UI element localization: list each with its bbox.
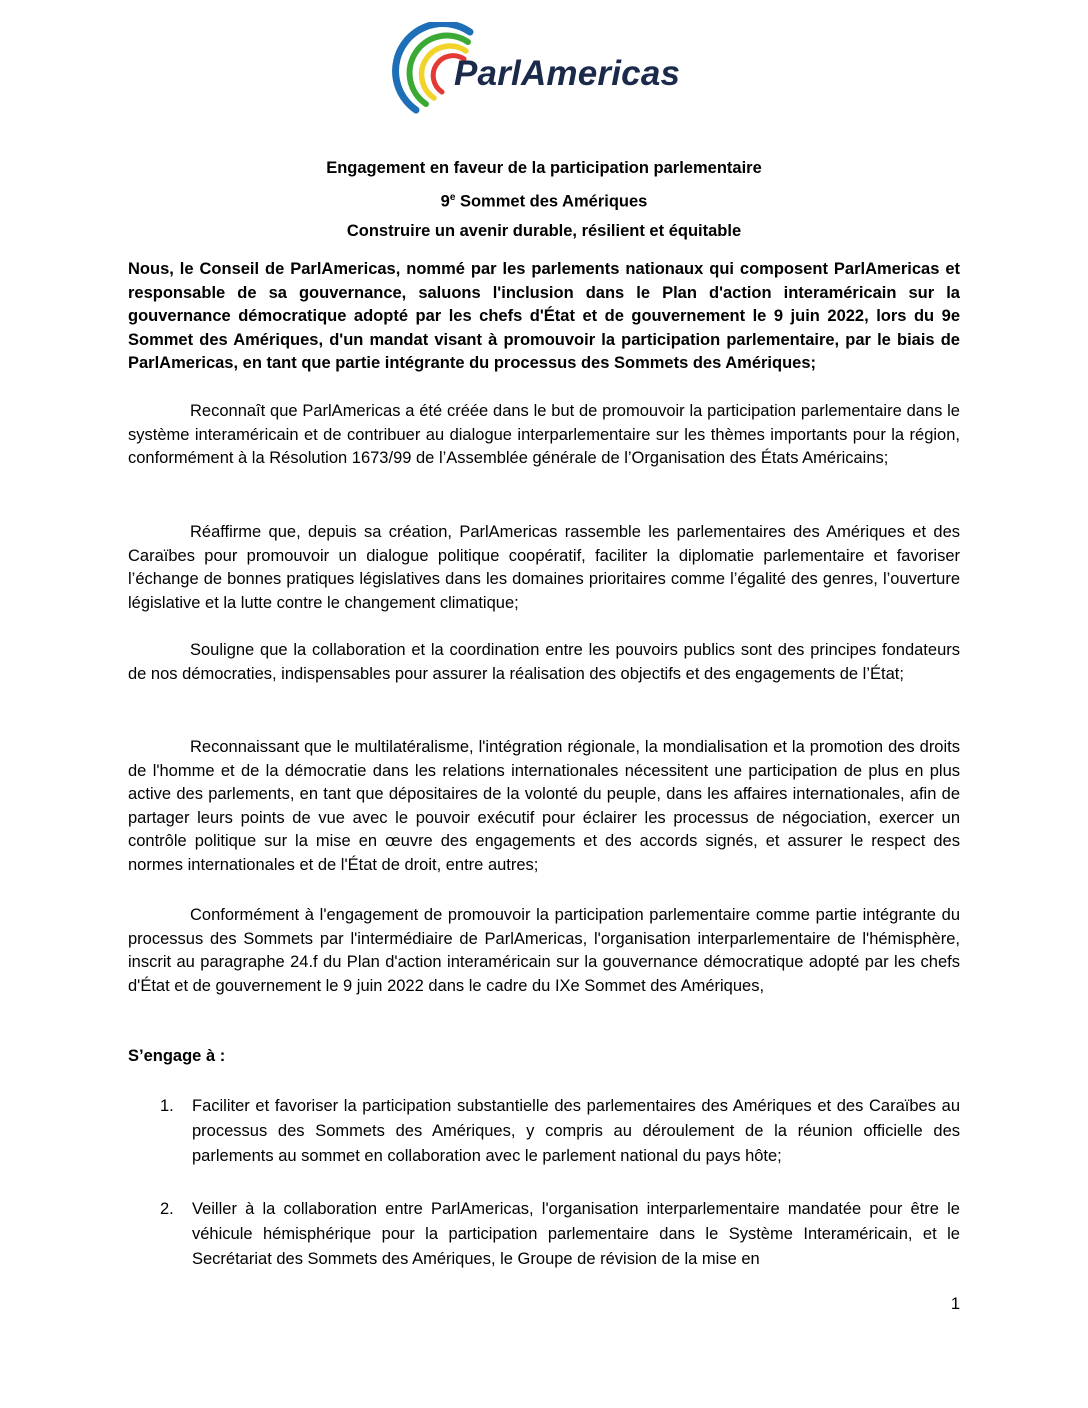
title-line-2: 9e Sommet des Amériques bbox=[440, 192, 648, 211]
list-item-text: Faciliter et favoriser la participation substantielle des parlementaires des Amériques et des Caraïbes au processus des Sommets des Amériques, y compris au déroulement de la réunion officielle des parlements au sommet en collaboration avec le parlement national du pays hôte; bbox=[192, 1097, 960, 1165]
paragraph-reconnait: Reconnaît que ParlAmericas a été créée dans le but de promouvoir la participation parlementaire dans le système interaméricain et de contribuer au dialogue interparlementaire sur les thèmes importants pour la région, conformément à la Résolution 1673/99 de l’Assemblée générale de l’Organisation des États Américains; bbox=[128, 402, 960, 467]
intro-paragraph: Nous, le Conseil de ParlAmericas, nommé par les parlements nationaux qui composent ParlAmericas et responsable de sa gouvernance, saluons l'inclusion dans le Plan d'action interaméricain sur la gouvernance démocratique adopté par les chefs d'État et de gouvernement le 9 juin 2022, lors du 9e Sommet des Amériques, d'un mandat visant à promouvoir la participation parlementaire, par le biais de ParlAmericas, en tant que partie intégrante du processus des Sommets des Amériques; bbox=[128, 260, 960, 372]
paragraph-reaffirme: Réaffirme que, depuis sa création, ParlAmericas rassemble les parlementaires des Amériques et des Caraïbes pour promouvoir un dialogue politique coopératif, faciliter la diplomatie parlementaire et favoriser l’échange de bonnes pratiques législatives dans les domaines prioritaires comme l’égalité des genres, l’ouverture législative et la lutte contre le changement climatique; bbox=[128, 523, 960, 612]
logo-wordmark: ParlAmericas bbox=[454, 54, 681, 93]
parlamericas-logo bbox=[388, 22, 708, 116]
page-number: 1 bbox=[950, 1295, 960, 1313]
document-title bbox=[128, 154, 960, 246]
paragraph-conformement: Conformément à l'engagement de promouvoir la participation parlementaire comme partie intégrante du processus des Sommets par l'intermédiaire de ParlAmericas, l'organisation interparlementaire de l'hémisphère, inscrit au paragraphe 24.f du Plan d'action interaméricain sur la gouvernance démocratique adopté par les chefs d'État et de gouvernement le 9 juin 2022 dans le cadre du IXe Sommet des Amériques, bbox=[128, 906, 960, 995]
paragraph-reconnaissant: Reconnaissant que le multilatéralisme, l'intégration régionale, la mondialisation et la promotion des droits de l'homme et de la démocratie dans les relations internationales nécessitent une participation de plus en plus active des parlements, en tant que dépositaires de la volonté du peuple, dans les affaires internationales, afin de partager leurs points de vue avec le pouvoir exécutif pour éclairer les processus de négociation, exercer un contrôle politique sur la mise en œuvre des engagements et des accords signés, et assurer le respect des normes internationales et de l'État de droit, entre autres; bbox=[128, 738, 960, 874]
title-line-3: Construire un avenir durable, résilient et équitable bbox=[346, 221, 742, 240]
title-line-1: Engagement en faveur de la participation parlementaire bbox=[326, 159, 762, 177]
paragraph-souligne: Souligne que la collaboration et la coordination entre les pouvoirs publics sont des principes fondateurs de nos démocraties, indispensables pour assurer la réalisation des objectifs et des engagements de l’État; bbox=[128, 641, 960, 683]
commit-heading: S’engage à : bbox=[128, 1047, 226, 1065]
list-item-number: 2. bbox=[160, 1200, 174, 1218]
list-item-number: 1. bbox=[160, 1097, 174, 1115]
list-item-text: Veiller à la collaboration entre ParlAmericas, l'organisation interparlementaire mandatée pour être le véhicule hémisphérique pour la participation parlementaire dans le Système Interaméricain, et le Secrétariat des Sommets des Amériques, le Groupe de révision de la mise en bbox=[192, 1200, 960, 1268]
